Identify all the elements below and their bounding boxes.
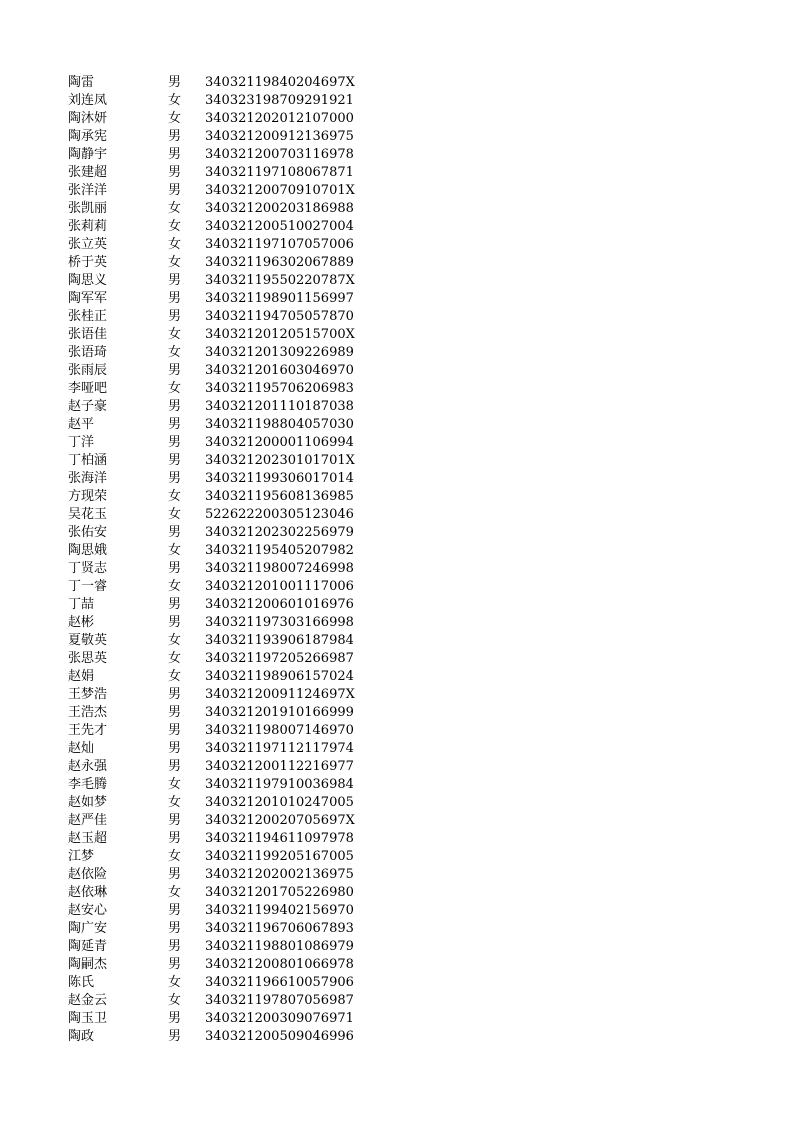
person-sex: 男	[168, 1029, 182, 1044]
person-name: 丁喆	[68, 597, 95, 612]
person-name: 吴花玉	[68, 507, 108, 522]
person-id-number: 340321195608136985	[205, 489, 354, 504]
person-name: 丁洋	[68, 435, 95, 450]
person-id-number: 340321197108067871	[205, 165, 354, 180]
person-sex: 男	[168, 525, 182, 540]
person-sex: 女	[168, 777, 182, 792]
record-row	[0, 830, 793, 848]
person-name: 赵永强	[68, 759, 108, 774]
person-name: 赵彬	[68, 615, 95, 630]
person-name: 张莉莉	[68, 219, 108, 234]
person-id-number: 340321199306017014	[205, 471, 354, 486]
person-name: 赵娟	[68, 669, 95, 684]
person-sex: 男	[168, 147, 182, 162]
person-name: 赵平	[68, 417, 95, 432]
person-sex: 男	[168, 867, 182, 882]
record-row	[0, 470, 793, 488]
person-id-number: 340321200912136975	[205, 129, 354, 144]
person-id-number: 34032120020705697X	[205, 813, 355, 828]
person-id-number: 340321199205167005	[205, 849, 354, 864]
person-name: 陶玉卫	[68, 1011, 108, 1026]
record-row	[0, 956, 793, 974]
person-id-number: 340321195706206983	[205, 381, 354, 396]
person-sex: 男	[168, 615, 182, 630]
person-id-number: 340321198804057030	[205, 417, 354, 432]
person-name: 赵玉超	[68, 831, 108, 846]
person-name: 陈氏	[68, 975, 95, 990]
person-name: 张语琦	[68, 345, 108, 360]
person-name: 丁柏涵	[68, 453, 108, 468]
person-id-number: 340321196610057906	[205, 975, 354, 990]
person-sex: 男	[168, 723, 182, 738]
person-id-number: 340321201910166999	[205, 705, 354, 720]
record-row	[0, 110, 793, 128]
record-row	[0, 902, 793, 920]
person-name: 丁一睿	[68, 579, 108, 594]
person-id-number: 340321201705226980	[205, 885, 354, 900]
person-sex: 女	[168, 327, 182, 342]
person-sex: 男	[168, 741, 182, 756]
person-id-number: 340321193906187984	[205, 633, 354, 648]
person-sex: 女	[168, 669, 182, 684]
record-list	[0, 74, 793, 1046]
person-sex: 女	[168, 93, 182, 108]
record-row	[0, 884, 793, 902]
person-sex: 女	[168, 255, 182, 270]
record-row	[0, 542, 793, 560]
person-id-number: 340321198007146970	[205, 723, 354, 738]
person-sex: 女	[168, 579, 182, 594]
person-id-number: 340321200309076971	[205, 1011, 354, 1026]
person-sex: 女	[168, 795, 182, 810]
person-name: 赵依险	[68, 867, 108, 882]
person-sex: 男	[168, 597, 182, 612]
person-id-number: 340321202012107000	[205, 111, 354, 126]
record-row	[0, 614, 793, 632]
person-sex: 男	[168, 759, 182, 774]
person-id-number: 340321195405207982	[205, 543, 354, 558]
person-sex: 女	[168, 237, 182, 252]
record-row	[0, 794, 793, 812]
record-row	[0, 974, 793, 992]
record-row	[0, 938, 793, 956]
person-sex: 男	[168, 831, 182, 846]
record-row	[0, 272, 793, 290]
person-id-number: 34032120230101701X	[205, 453, 355, 468]
record-row	[0, 596, 793, 614]
person-name: 陶承宪	[68, 129, 108, 144]
person-id-number: 340321198901156997	[205, 291, 354, 306]
person-sex: 女	[168, 201, 182, 216]
person-id-number: 340321200510027004	[205, 219, 354, 234]
person-sex: 男	[168, 453, 182, 468]
record-row	[0, 1028, 793, 1046]
person-id-number: 340321200509046996	[205, 1029, 354, 1044]
person-id-number: 340321198801086979	[205, 939, 354, 954]
person-id-number: 522622200305123046	[205, 507, 354, 522]
person-sex: 女	[168, 849, 182, 864]
person-sex: 男	[168, 75, 182, 90]
person-sex: 男	[168, 309, 182, 324]
person-id-number: 340321198906157024	[205, 669, 354, 684]
person-id-number: 340321200601016976	[205, 597, 354, 612]
person-name: 丁贤志	[68, 561, 108, 576]
person-name: 江梦	[68, 849, 95, 864]
record-row	[0, 416, 793, 434]
person-id-number: 340321196302067889	[205, 255, 354, 270]
record-row	[0, 776, 793, 794]
person-sex: 男	[168, 813, 182, 828]
person-sex: 男	[168, 291, 182, 306]
person-id-number: 340321194611097978	[205, 831, 354, 846]
person-name: 赵灿	[68, 741, 95, 756]
person-id-number: 340321201603046970	[205, 363, 354, 378]
person-id-number: 340321200112216977	[205, 759, 354, 774]
person-id-number: 340323198709291921	[205, 93, 354, 108]
person-name: 陶沐妍	[68, 111, 108, 126]
person-sex: 男	[168, 183, 182, 198]
person-sex: 男	[168, 273, 182, 288]
person-id-number: 34032119550220787X	[205, 273, 355, 288]
person-name: 陶政	[68, 1029, 95, 1044]
person-sex: 男	[168, 1011, 182, 1026]
person-id-number: 34032120070910701X	[205, 183, 355, 198]
person-sex: 男	[168, 471, 182, 486]
person-id-number: 340321200703116978	[205, 147, 354, 162]
person-id-number: 340321200203186988	[205, 201, 354, 216]
person-id-number: 340321202002136975	[205, 867, 354, 882]
person-name: 赵安心	[68, 903, 108, 918]
person-id-number: 340321197107057006	[205, 237, 354, 252]
record-row	[0, 236, 793, 254]
record-row	[0, 326, 793, 344]
person-id-number: 340321199402156970	[205, 903, 354, 918]
person-id-number: 340321198007246998	[205, 561, 354, 576]
person-sex: 男	[168, 435, 182, 450]
person-sex: 女	[168, 345, 182, 360]
person-name: 刘连凤	[68, 93, 108, 108]
person-id-number: 340321200001106994	[205, 435, 354, 450]
person-sex: 男	[168, 903, 182, 918]
person-name: 陶广安	[68, 921, 108, 936]
person-sex: 女	[168, 633, 182, 648]
person-sex: 女	[168, 993, 182, 1008]
record-row	[0, 398, 793, 416]
person-sex: 男	[168, 165, 182, 180]
person-sex: 女	[168, 885, 182, 900]
person-sex: 女	[168, 489, 182, 504]
person-id-number: 340321197303166998	[205, 615, 354, 630]
person-name: 张语佳	[68, 327, 108, 342]
person-name: 张海洋	[68, 471, 108, 486]
person-name: 陶思义	[68, 273, 108, 288]
record-row	[0, 650, 793, 668]
person-sex: 女	[168, 507, 182, 522]
person-name: 陶嗣杰	[68, 957, 108, 972]
record-row	[0, 254, 793, 272]
record-row	[0, 560, 793, 578]
person-name: 王梦浩	[68, 687, 108, 702]
person-name: 张洋洋	[68, 183, 108, 198]
person-name: 陶延青	[68, 939, 108, 954]
record-row	[0, 992, 793, 1010]
person-name: 赵子豪	[68, 399, 108, 414]
person-sex: 女	[168, 219, 182, 234]
person-sex: 女	[168, 543, 182, 558]
person-name: 陶思娥	[68, 543, 108, 558]
person-name: 李毛腾	[68, 777, 108, 792]
person-sex: 男	[168, 363, 182, 378]
person-sex: 男	[168, 939, 182, 954]
person-id-number: 340321196706067893	[205, 921, 354, 936]
person-sex: 男	[168, 417, 182, 432]
person-sex: 男	[168, 687, 182, 702]
person-sex: 男	[168, 129, 182, 144]
person-id-number: 340321200801066978	[205, 957, 354, 972]
record-row	[0, 668, 793, 686]
record-row	[0, 308, 793, 326]
record-row	[0, 434, 793, 452]
record-row	[0, 758, 793, 776]
record-row	[0, 344, 793, 362]
person-sex: 男	[168, 561, 182, 576]
record-row	[0, 812, 793, 830]
person-name: 赵金云	[68, 993, 108, 1008]
person-name: 陶静宇	[68, 147, 108, 162]
person-id-number: 340321197112117974	[205, 741, 354, 756]
person-id-number: 34032120120515700X	[205, 327, 355, 342]
person-id-number: 340321201001117006	[205, 579, 354, 594]
record-row	[0, 146, 793, 164]
record-row	[0, 290, 793, 308]
record-row	[0, 452, 793, 470]
person-name: 赵依琳	[68, 885, 108, 900]
person-sex: 男	[168, 399, 182, 414]
person-name: 张桂正	[68, 309, 108, 324]
person-name: 王浩杰	[68, 705, 108, 720]
person-id-number: 340321201010247005	[205, 795, 354, 810]
person-name: 张佑安	[68, 525, 108, 540]
record-row	[0, 686, 793, 704]
record-row	[0, 704, 793, 722]
person-name: 王先才	[68, 723, 108, 738]
person-id-number: 340321194705057870	[205, 309, 354, 324]
record-row	[0, 920, 793, 938]
record-row	[0, 164, 793, 182]
record-row	[0, 506, 793, 524]
person-name: 夏敬英	[68, 633, 108, 648]
record-row	[0, 578, 793, 596]
person-sex: 女	[168, 975, 182, 990]
record-row	[0, 866, 793, 884]
person-id-number: 34032119840204697X	[205, 75, 355, 90]
person-sex: 男	[168, 921, 182, 936]
person-name: 张思英	[68, 651, 108, 666]
person-name: 桥于英	[68, 255, 108, 270]
record-row	[0, 380, 793, 398]
person-sex: 女	[168, 381, 182, 396]
person-name: 张凯丽	[68, 201, 108, 216]
record-row	[0, 92, 793, 110]
person-name: 赵严佳	[68, 813, 108, 828]
person-id-number: 34032120091124697X	[205, 687, 355, 702]
record-row	[0, 524, 793, 542]
record-row	[0, 740, 793, 758]
person-id-number: 340321201110187038	[205, 399, 354, 414]
person-name: 李哑吧	[68, 381, 108, 396]
record-row	[0, 362, 793, 380]
record-row	[0, 848, 793, 866]
record-row	[0, 218, 793, 236]
person-sex: 男	[168, 705, 182, 720]
person-sex: 女	[168, 651, 182, 666]
person-name: 赵如梦	[68, 795, 108, 810]
person-name: 方现荣	[68, 489, 108, 504]
person-sex: 女	[168, 111, 182, 126]
record-row	[0, 200, 793, 218]
record-row	[0, 632, 793, 650]
person-id-number: 340321197910036984	[205, 777, 354, 792]
person-id-number: 340321202302256979	[205, 525, 354, 540]
person-name: 陶雷	[68, 75, 95, 90]
person-id-number: 340321197205266987	[205, 651, 354, 666]
person-name: 张立英	[68, 237, 108, 252]
person-id-number: 340321197807056987	[205, 993, 354, 1008]
person-id-number: 340321201309226989	[205, 345, 354, 360]
record-row	[0, 722, 793, 740]
person-name: 陶军军	[68, 291, 108, 306]
record-row	[0, 182, 793, 200]
record-row	[0, 128, 793, 146]
record-row	[0, 488, 793, 506]
person-name: 张建超	[68, 165, 108, 180]
person-sex: 男	[168, 957, 182, 972]
person-name: 张雨辰	[68, 363, 108, 378]
record-row	[0, 74, 793, 92]
record-row	[0, 1010, 793, 1028]
